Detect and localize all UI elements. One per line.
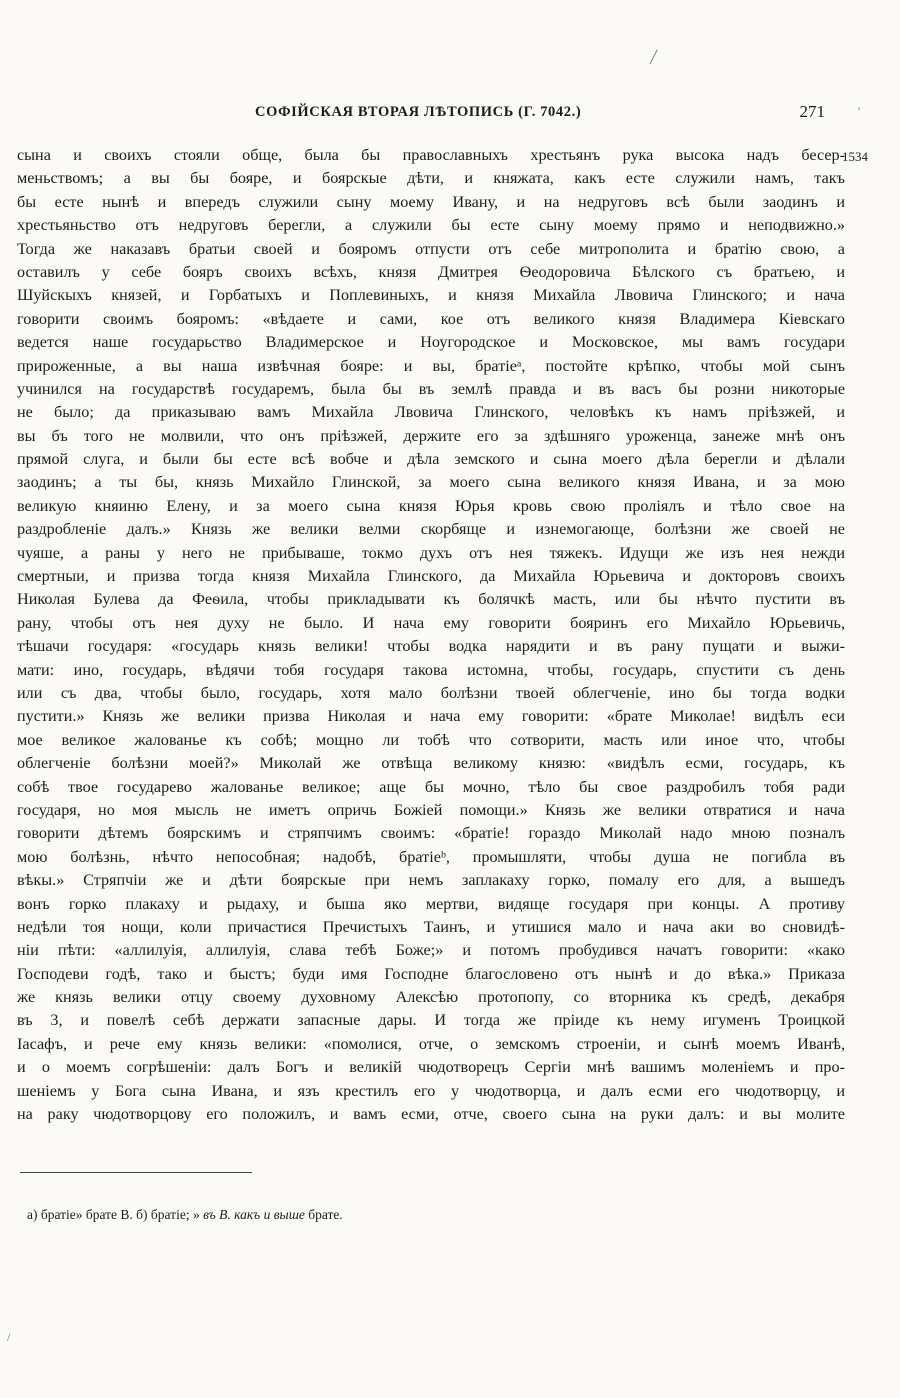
- text-line: Николая Булева да Феѳила, чтобы прикладывати къ болячкѣ масть, или бы нѣчто пустити въ: [17, 590, 845, 609]
- text-line: Іасафъ, и рече ему князь велики: «помолися, отче, о земскомъ строеніи, и сынѣ моемъ Иванѣ,: [17, 1034, 845, 1053]
- text-line: заодинъ; а ты бы, князь Михайло Глинской, за моего сына великого князя Ивана, и за мою: [17, 473, 845, 492]
- text-line: государя, но моя мысль не иметъ опричь Божіей помощи.» Князь же велики отвратися и нача: [17, 800, 845, 819]
- text-line: раздробленіе далъ.» Князь же велики велми скорбяще и изнемогающе, болѣзни же своей не: [17, 520, 845, 539]
- text-line: говорити своимъ бояромъ: «вѣдаете и сами, кое отъ великого князя Владимера Кіевскаго: [17, 309, 845, 328]
- text-line: чуяше, а раны у него не прибываше, токмо духъ отъ нея тяжекъ. Идущи же изъ нея нежди: [17, 543, 845, 562]
- marginal-year: 1534: [842, 149, 868, 164]
- scan-mark: /: [7, 1330, 11, 1344]
- text-line: Господеви годѣ, тако и быстъ; буди имя Господне благословено отъ нынѣ и до вѣка.» Приказа: [17, 964, 845, 983]
- footnote-italic-text: въ В. какъ и выше: [203, 1207, 305, 1222]
- text-line: и о моемъ согрѣшеніи: далъ Богъ и великій чюдотворецъ Сергіи мнѣ вашимъ моленіемъ и про-: [17, 1058, 845, 1077]
- text-line: сына и своихъ стояли обще, была бы православныхъ хрестьянъ рука высока надъ бесер-: [17, 146, 845, 164]
- text-line: въ 3, и повелѣ себѣ держати запасные дары. И тогда же пріиде къ нему игуменъ Троицкой: [17, 1011, 845, 1030]
- page-header: [255, 104, 845, 128]
- text-line: же князь велики отцу своему духовному Алексѣю протопопу, со вторника къ средѣ, декабря: [17, 988, 845, 1007]
- text-line: Шуйскыхъ князей, и Горбатыхъ и Поплевиныхъ, и князя Михайла Лвовича Глинского; и нача: [17, 286, 845, 305]
- text-line: или съ два, чтобы было, государь, хотя мало болѣзни твоей облегченіе, ино бы тогда водки: [17, 683, 845, 702]
- text-line: ведется наше государьство Владимерское и Ноугородское и Московское, мы вамъ государи: [17, 333, 845, 352]
- text-line: пустити.» Князь же велики призва Николая и нача ему говорити: «брате Миколае! видѣлъ еси: [17, 707, 845, 726]
- scan-mark: ╱: [650, 50, 658, 64]
- footnote-text-end: брате.: [304, 1207, 343, 1222]
- text-line: собѣ твое государево жалованье великое; аще бы мочно, тѣло бы свое раздробилъ тобя ради: [17, 777, 845, 796]
- running-title: СОФІЙСКАЯ ВТОРАЯ ЛѢТОПИСЬ (Г. 7042.): [255, 104, 582, 120]
- text-line: не было; да приказываю вамъ Михайла Лвовича Глинского, человѣкъ къ намъ пріѣзжей, и: [17, 403, 845, 422]
- text-line: шеніемъ у Бога сына Ивана, и язъ крестилъ его у чюдотворца, и далъ есми его чюдотворцу, и: [17, 1081, 845, 1100]
- text-line: мою болѣзнь, нѣчто непособная; надобѣ, братіеᵇ, промышляти, чтобы душа не погибла въ: [17, 847, 845, 866]
- text-line: мати: ино, государь, вѣдячи тобя государя такова истомна, чтобы, государь, спустити съ день: [17, 660, 845, 679]
- text-line: вонъ горко плакаху и рыдаху, и быша яко мертви, видяще государя при концы. А противу: [17, 894, 845, 913]
- text-line: облегченіе болѣзни моей?» Миколай же отвѣща великому князю: «видѣлъ есми, государь, къ: [17, 754, 845, 773]
- text-line: мое великое жалованье къ собѣ; мощно ли тобѣ что сотворити, масть или иное что, чтобы: [17, 730, 845, 749]
- footnote: [27, 1207, 343, 1223]
- text-line: великую княиню Елену, и за моего сына князя Юрья кровь свою проліялъ и тѣло свое на: [17, 496, 845, 515]
- text-line: Тогда же наказавъ братьи своей и бояромъ отпусти отъ себе митрополита и братію свою, а: [17, 239, 845, 258]
- text-line: на раку чюдотворцову его положилъ, и вамъ есми, отче, своего сына на руки далъ: и вы молите: [17, 1105, 845, 1124]
- text-line: недѣли тоя нощи, коли причастися Пречистыхъ Таинъ, и утишися мало и нача аки во сновидѣ-: [17, 917, 845, 936]
- text-line: хрестьяньство отъ недруговъ берегли, а служили бы есте сыну моему прямо и неподвижно.»: [17, 216, 845, 235]
- text-line: бы есте нынѣ и впередъ служили сыну моему Ивану, и на недруговъ всѣ были заодинъ и: [17, 192, 845, 211]
- page-number: 271: [799, 102, 825, 121]
- text-line: смертныи, и призва тогда князя Михайла Глинского, да Михайла Юрьевича и докторовъ своихъ: [17, 567, 845, 586]
- footnote-separator: [20, 1172, 252, 1173]
- text-line: оставилъ у себе бояръ своихъ всѣхъ, князя Дмитрея Ѳеодоровича Бѣлского съ братьею, и: [17, 262, 845, 281]
- text-line: прироженные, а вы наша извѣчная бояре: и вы, братіеᵃ, постойте крѣпко, чтобы мой сынъ: [17, 356, 845, 375]
- text-line: прямой слуга, и были бы есте всѣ вобче и дѣла земского и сына моего дѣла берегли и дѣлали: [17, 450, 845, 469]
- text-line: тѣшачи государя: «государь князь велики! чтобы водка нарядити и въ рану пущати и выжи-: [17, 637, 845, 656]
- scan-mark: ': [858, 104, 861, 118]
- text-line: учинился на государствѣ государемъ, была бы въ землѣ правда и въ васъ бы розни никоторые: [17, 379, 845, 398]
- text-line: рану, чтобы отъ нея духу не было. И нача ему говорити бояринъ его Михайло Юрьевичь,: [17, 613, 845, 632]
- text-line: ніи пѣти: «аллилуія, аллилуія, слава тебѣ Боже;» и потомъ пробудився начатъ говорити: «како: [17, 941, 845, 960]
- footnote-text: а) братіе» брате В. б) братіе; »: [27, 1207, 204, 1222]
- chronicle-text: [17, 144, 845, 1126]
- text-line: вѣкы.» Стряпчіи же и дѣти боярскые при немъ заплакаху горко, помалу его для, а вышедъ: [17, 871, 845, 890]
- text-line: меньствомъ; а вы бы бояре, и боярскые дѣти, и княжата, какъ есте служили намъ, такъ: [17, 169, 845, 188]
- text-line: вы бъ того не молвили, что онъ пріѣзжей, держите его за здѣшняго уроженца, занеже мнѣ онъ: [17, 426, 845, 445]
- text-line: говорити дѣтемъ боярскимъ и стряпчимъ своимъ: «братіе! гораздо Миколай надо мною позналъ: [17, 824, 845, 843]
